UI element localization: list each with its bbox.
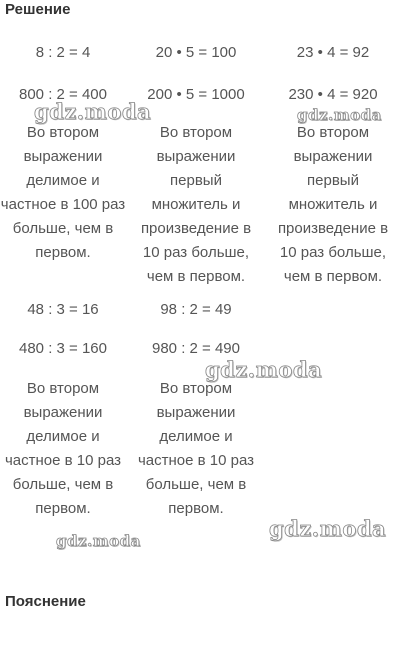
solution-block-3 (271, 0, 395, 300)
solution-block-1 (0, 0, 126, 300)
solution-block-2 (134, 0, 258, 300)
solution-block-4 (0, 290, 126, 550)
comparison-note: Во втором выражении первый множитель и произведение в 10 раз больше, чем в первом. (277, 124, 389, 285)
expression-original: 8 : 2 = 4 (35, 44, 91, 61)
expression-original: 23 • 4 = 92 (296, 44, 370, 61)
expression-scaled: 230 • 4 = 920 (288, 86, 378, 103)
comparison-note: Во втором выражении делимое и частное в 10 раз больше, чем в первом. (4, 380, 122, 517)
watermark: gdz.moda (56, 532, 141, 550)
expression-original: 20 • 5 = 100 (155, 44, 237, 61)
expression-scaled: 200 • 5 = 1000 (147, 86, 245, 103)
watermark: gdz.moda (269, 516, 387, 541)
watermark: gdz.moda (34, 99, 152, 124)
expression-scaled: 800 : 2 = 400 (19, 86, 107, 103)
solution-heading: Решение (5, 1, 71, 18)
expression-scaled: 980 : 2 = 490 (152, 340, 240, 357)
expression-original: 48 : 3 = 16 (27, 301, 99, 318)
comparison-note: Во втором выражении делимое и частное в 10 раз больше, чем в первом. (137, 380, 255, 517)
watermark: gdz.moda (205, 357, 323, 382)
expression-scaled: 480 : 3 = 160 (19, 340, 107, 357)
comparison-note: Во втором выражении делимое и частное в 100 раз больше, чем в первом. (0, 124, 126, 261)
comparison-note: Во втором выражении первый множитель и произведение в 10 раз больше, чем в первом. (140, 124, 252, 285)
solution-block-5 (134, 290, 258, 550)
watermark: gdz.moda (297, 106, 382, 124)
explanation-heading: Пояснение (5, 593, 86, 610)
expression-original: 98 : 2 = 49 (160, 301, 232, 318)
